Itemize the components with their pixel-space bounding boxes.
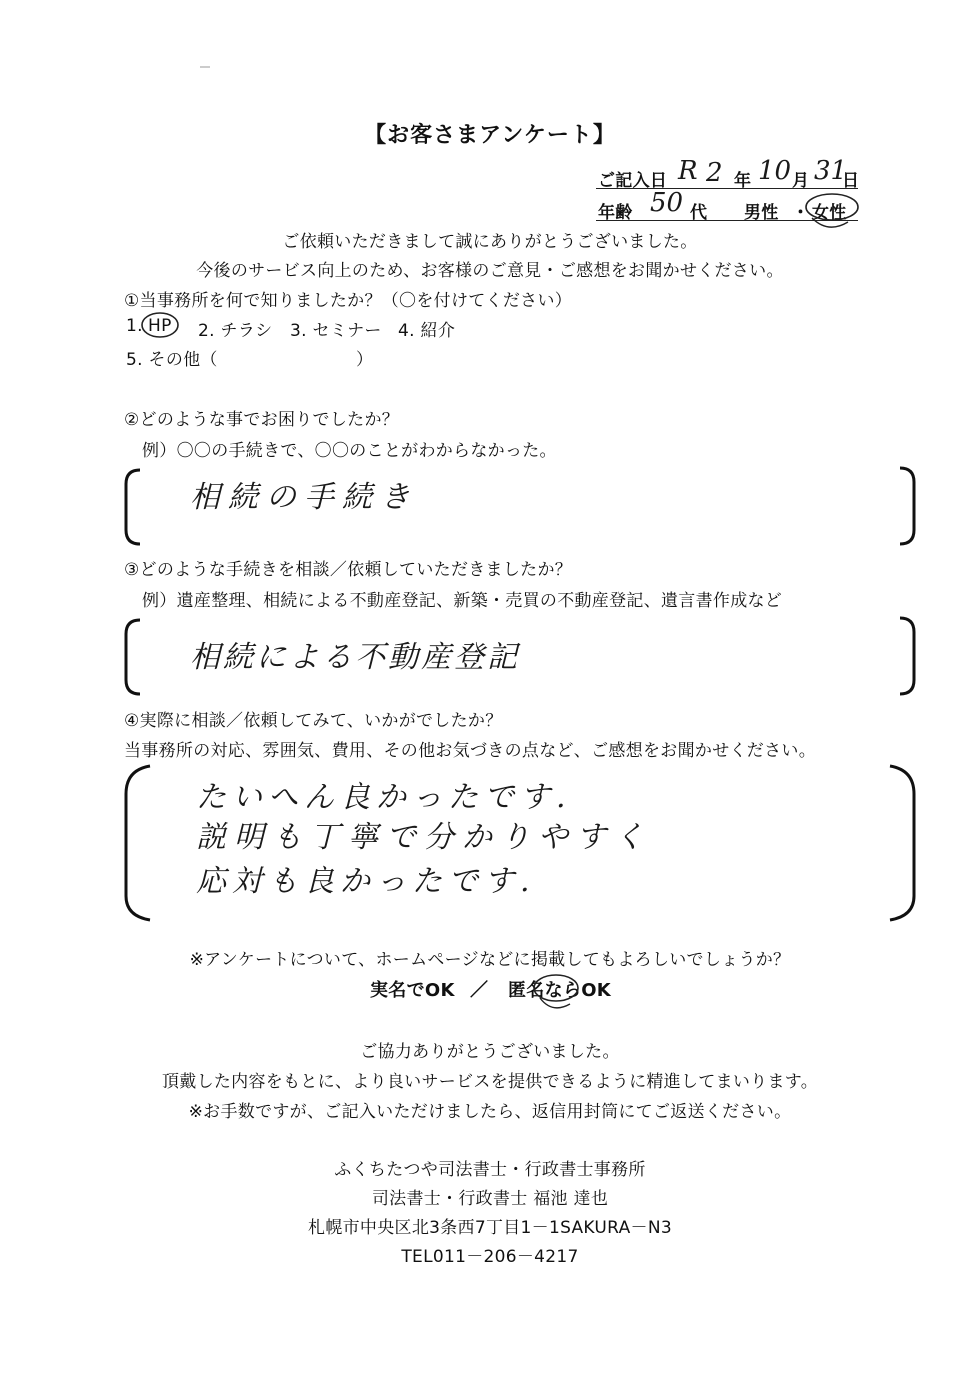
intro-line-1: ご依頼いただきまして誠にありがとうございました。 [282, 232, 698, 252]
publish-option-real-name[interactable]: 実名でOK [370, 980, 455, 1001]
q4-answer-line-2[interactable]: 説明も丁寧で分かりやすく [196, 820, 652, 855]
gender-male[interactable]: 男性 [744, 203, 779, 223]
q4-bracket-left [126, 766, 150, 920]
q2-bracket-right [900, 468, 914, 544]
survey-title: 【お客さまアンケート】 [364, 123, 616, 148]
office-address: 札幌市中央区北3条西7丁目1－1SAKURA－N3 [308, 1218, 672, 1238]
office-name: ふくちたつや司法書士・行政書士事務所 [334, 1160, 646, 1180]
q3-bracket-left [126, 620, 140, 694]
q1-option-other[interactable]: 5. その他（ [126, 350, 218, 370]
female-selected-circle [806, 194, 858, 220]
q3-example: 例）遺産整理、相続による不動産登記、新築・売買の不動産登記、遺言書作成など [142, 591, 783, 611]
publish-question: ※アンケートについて、ホームページなどに掲載してもよろしいでしょうか？ [189, 950, 791, 970]
closing-line-3: ※お手数ですが、ご記入いただけましたら、返信用封筒にてご返送ください。 [188, 1102, 792, 1122]
age-unit: 代 [690, 203, 708, 223]
month-unit: 月 [792, 171, 810, 191]
q1-option-referral[interactable]: 4. 紹介 [398, 321, 456, 341]
q2-bracket-left [126, 470, 140, 544]
q1-option-hp[interactable]: HP [148, 316, 172, 336]
date-label: ご記入日 [598, 171, 668, 191]
q1-option-hp-number: 1. [126, 316, 143, 336]
q2-question: ②どのような事でお困りでしたか？ [124, 410, 400, 430]
q1-question: ①当事務所を何で知りましたか？（〇を付けてください） [124, 291, 573, 311]
q3-answer[interactable]: 相続による不動産登記 [190, 640, 520, 675]
q1-option-seminar[interactable]: 3. セミナー [290, 321, 382, 341]
q3-question: ③どのような手続きを相談／依頼していただきましたか？ [124, 560, 573, 580]
closing-line-1: ご協力ありがとうございました。 [360, 1042, 620, 1062]
publish-option-anonymous[interactable]: 匿名ならOK [508, 980, 612, 1001]
q2-example: 例）〇〇の手続きで、〇〇のことがわからなかった。 [142, 441, 557, 461]
date-day[interactable]: 31 [814, 156, 848, 186]
gender-female[interactable]: 女性 [812, 203, 847, 223]
closing-line-2: 頂戴した内容をもとに、より良いサービスを提供できるように精進してまいります。 [161, 1072, 819, 1092]
office-representative: 司法書士・行政書士 福池 達也 [371, 1189, 609, 1209]
anonymous-selected-circle [534, 975, 578, 1001]
q3-bracket-right [900, 618, 914, 694]
date-month[interactable]: 10 [758, 156, 792, 186]
date-year[interactable]: 2 [706, 158, 723, 188]
intro-line-2: 今後のサービス向上のため、お客様のご意見・ご感想をお聞かせください。 [196, 261, 784, 281]
age-label: 年齢 [598, 203, 633, 223]
publish-slash: ／ [470, 980, 489, 1001]
date-era[interactable]: R [678, 156, 698, 186]
office-tel: TEL011－206－4217 [401, 1247, 579, 1267]
q1-option-flyer[interactable]: 2. チラシ [198, 321, 273, 341]
q4-example: 当事務所の対応、雰囲気、費用、その他お気づきの点など、ご感想をお聞かせください。 [124, 741, 816, 761]
year-unit: 年 [734, 171, 752, 191]
q1-option-other-close: ） [356, 350, 374, 370]
age-value[interactable]: 50 [650, 188, 684, 218]
q4-answer-line-1[interactable]: たいへん良かったです. [196, 780, 572, 815]
q4-answer-line-3[interactable]: 応対も良かったです. [196, 864, 536, 899]
gender-separator: ・ [792, 203, 810, 223]
q4-bracket-right [890, 766, 914, 920]
day-unit: 日 [842, 171, 860, 191]
q4-question: ④実際に相談／依頼してみて、いかがでしたか？ [124, 711, 503, 731]
q2-answer[interactable]: 相続の手続き [190, 480, 418, 515]
hp-selected-circle [142, 313, 178, 337]
